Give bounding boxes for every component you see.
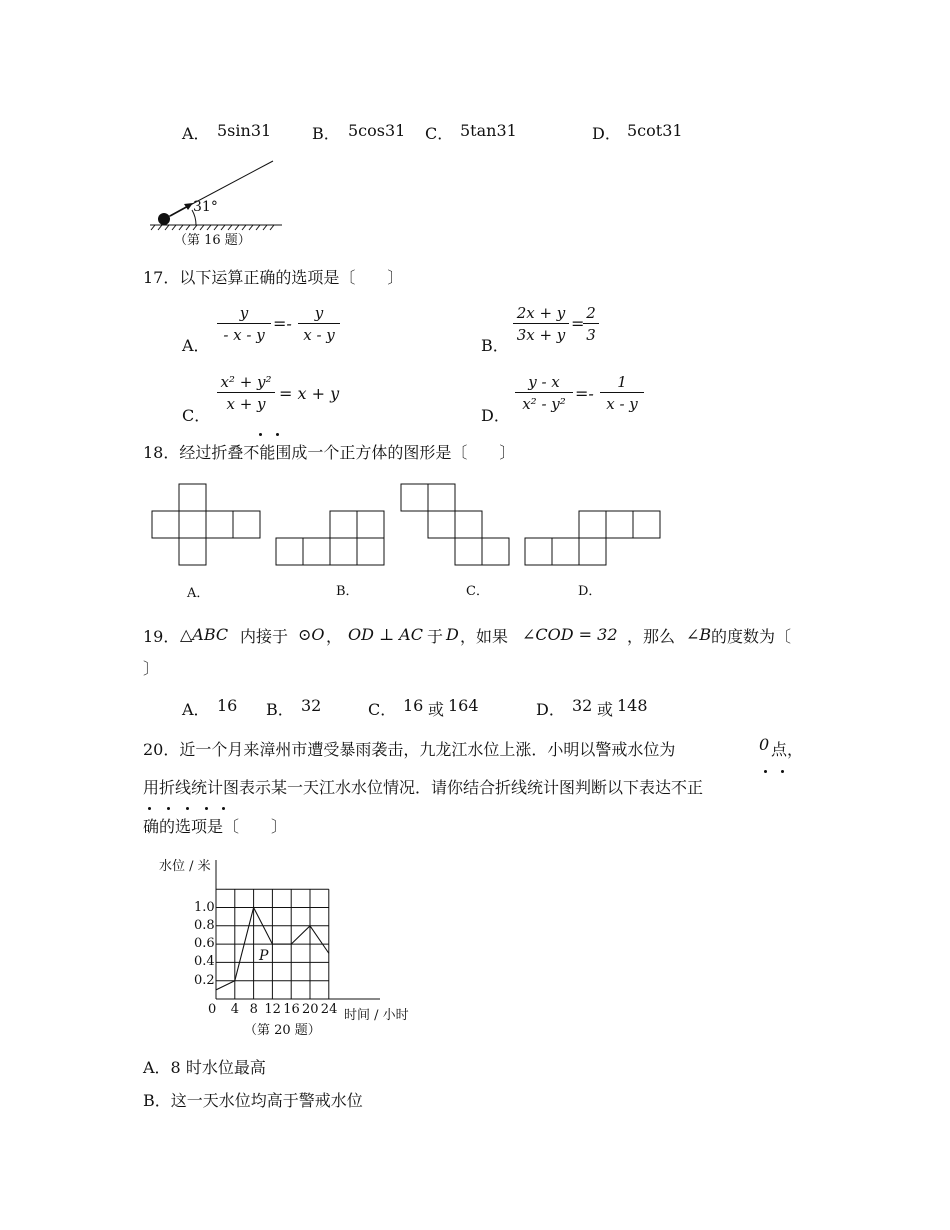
q16-figure-caption: （第 16 题） [174, 233, 251, 248]
q17-c-denominator: x + y [226, 395, 266, 413]
chart-y-tick-label: 0.8 [194, 917, 215, 933]
q20-line-3: 确的选项是〔 〕 [143, 817, 288, 836]
q20-line-1: 20．近一个月来漳州市遭受暴雨袭击，九龙江水位上涨．小明以警戒水位为 [143, 740, 676, 759]
q19-point-d: D [446, 625, 459, 644]
q19-option-c-or: 或 [428, 700, 445, 719]
q19-text-7: 〕 [143, 659, 160, 678]
q18-label-c: C． [466, 584, 489, 599]
chart-x-tick-label: 4 [230, 1002, 240, 1017]
q19-option-d-or: 或 [597, 700, 614, 719]
q18-stem: 18．经过折叠不能围成一个正方体的图形是〔 〕 [143, 443, 516, 462]
q20-zero: 0 [759, 735, 770, 754]
q20-line-1-end: 点， [771, 740, 804, 759]
q16-angle-label: 31° [193, 199, 218, 215]
q16-option-b-letter: B． [312, 124, 340, 143]
q17-c-letter: C． [182, 406, 211, 425]
q16-option-d-letter: D． [592, 124, 621, 143]
q17-a-denominator: - x - y [223, 326, 265, 344]
q19-circle-o: ⊙O [298, 625, 325, 644]
q17-b-numerator-2: 2 [583, 303, 599, 324]
chart-y-tick-label: 0.6 [194, 936, 215, 952]
chart-y-axis-label: 水位 / 米 [159, 859, 211, 874]
q18-label-a: A． [187, 586, 210, 601]
q19-text-4: ，如果 [460, 627, 509, 646]
q17-stem: 17．以下运算正确的选项是〔 〕 [143, 268, 404, 287]
q17-b-denominator: 3x + y [516, 326, 566, 344]
q17-b-letter: B． [481, 336, 509, 355]
q19-angle-cod: ∠COD = 32 [522, 625, 618, 644]
chart-x-tick-label: 0 [208, 1002, 217, 1017]
q16-option-a-letter: A． [182, 124, 210, 143]
chart-x-tick-label: 24 [320, 1002, 338, 1017]
q16-option-c-expr: 5tan31 [460, 121, 517, 140]
chart-y-tick-label: 0.2 [194, 972, 215, 988]
q19-triangle: △ABC [180, 625, 229, 644]
q19-text-2: ， [326, 627, 343, 646]
chart-y-tick-label: 0.4 [194, 954, 215, 970]
chart-x-axis-label: 时间 / 小时 [344, 1008, 409, 1023]
chart-x-tick-label: 12 [264, 1002, 281, 1017]
q19-text-5: ，那么 [627, 627, 676, 646]
q17-d-numerator-2: 1 [600, 372, 644, 393]
q16-option-d-expr: 5cot31 [627, 121, 683, 140]
q19-angle-b: ∠B [686, 625, 712, 644]
q19-text-3: 于 [427, 627, 444, 646]
q19-option-a-value: 16 [217, 696, 238, 715]
q18-label-b: B． [336, 584, 359, 599]
q19-option-d-letter: D． [536, 700, 565, 719]
q17-a-denominator-2: x - y [303, 326, 335, 344]
q17-c-equals: = x + y [279, 384, 340, 403]
q17-d-equals: =- [575, 384, 594, 403]
q19-text-1: 内接于 [240, 627, 289, 646]
q19-option-b-letter: B． [266, 700, 294, 719]
chart-y-tick-label: 1.0 [194, 899, 215, 915]
q20-line-2: 用折线统计图表示某一天江水水位情况．请你结合折线统计图判断以下表达不正 [143, 778, 704, 797]
q19-option-a-letter: A． [182, 700, 210, 719]
chart-caption: （第 20 题） [244, 1023, 321, 1038]
q16-option-b-expr: 5cos31 [348, 121, 406, 140]
q19-number: 19． [143, 627, 180, 646]
q19-perpendicular: OD ⊥ AC [348, 625, 423, 644]
q19-option-d-value: 32 [572, 696, 593, 715]
q17-a-letter: A． [182, 336, 210, 355]
q17-d-numerator: y - x [515, 372, 573, 393]
q17-c-numerator: x² + y² [217, 372, 275, 393]
q17-a-numerator-2: y [298, 303, 340, 324]
q19-option-d-value-2: 148 [617, 696, 648, 715]
chart-x-tick-label: 8 [249, 1002, 258, 1017]
q17-d-denominator-2: x - y [606, 395, 638, 413]
q18-label-d: D． [578, 584, 602, 599]
chart-point-p-label: P [259, 948, 269, 964]
q17-b-equals: = [571, 314, 585, 333]
q17-d-letter: D． [481, 406, 510, 425]
q19-option-c-value-2: 164 [448, 696, 479, 715]
q16-option-c-letter: C． [425, 124, 454, 143]
q20-option-b: B．这一天水位均高于警戒水位 [143, 1091, 363, 1110]
q20-option-a: A．8 时水位最高 [143, 1058, 266, 1077]
q17-b-numerator: 2x + y [513, 303, 569, 324]
q19-option-c-value: 16 [403, 696, 424, 715]
q16-option-a-expr: 5sin31 [217, 121, 272, 140]
q17-d-denominator: x² - y² [522, 395, 566, 413]
q17-b-denominator-2: 3 [586, 326, 596, 344]
q17-a-equals: =- [273, 314, 292, 333]
q19-text-6: 的度数为〔 [711, 627, 792, 646]
chart-x-tick-label: 20 [302, 1002, 319, 1017]
q19-option-c-letter: C． [368, 700, 397, 719]
q17-a-numerator: y [217, 303, 271, 324]
chart-x-tick-label: 16 [283, 1002, 300, 1017]
q19-option-b-value: 32 [301, 696, 322, 715]
